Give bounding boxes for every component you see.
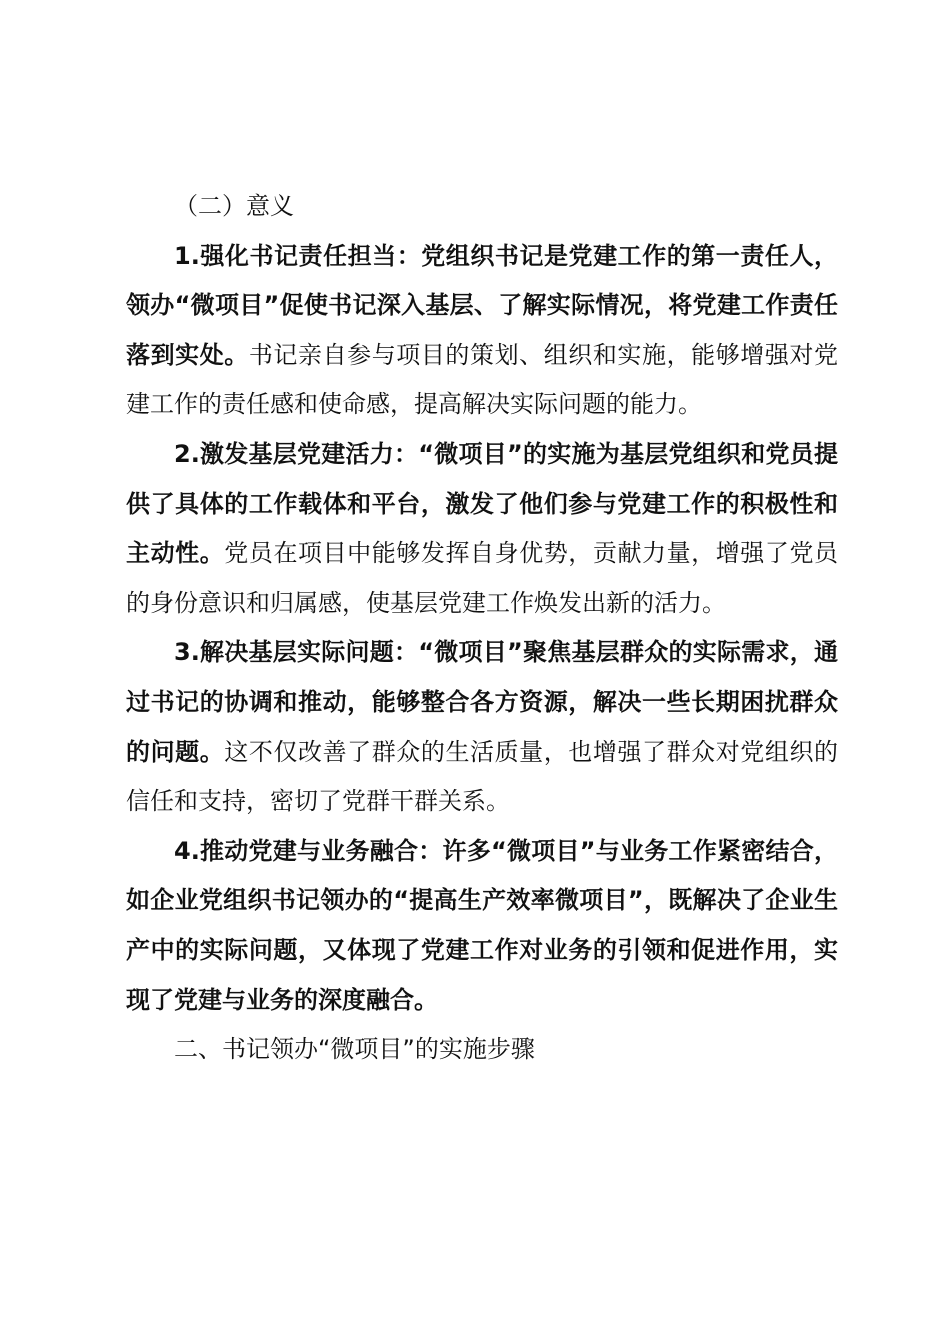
- point-4-bold-text: 4.推动党建与业务融合：许多“微项目”与业务工作紧密结合，如企业党组织书记领办的“提高生产效率微项目”，既解决了企业生产中的实际问题，又体现了党建工作对业务的引领和促进作用，实现了党建与业务的深度融合。: [126, 836, 838, 1014]
- point-2-bold-text: 2.激发基层党建活力：“微项目”的实施为基层党组织和党员提供了具体的工作载体和平台，激发了他们参与党建工作的积极性和主动性。: [126, 439, 838, 568]
- point-3-paragraph: [126, 628, 838, 826]
- point-1-paragraph: [126, 232, 838, 430]
- point-4-paragraph: [126, 827, 838, 1025]
- section-heading: （二）意义: [174, 192, 294, 220]
- next-section-heading: 二、书记领办“微项目”的实施步骤: [174, 1035, 535, 1064]
- point-1-bold-text: 1.强化书记责任担当：党组织书记是党建工作的第一责任人，领办“微项目”促使书记深入基层、了解实际情况，将党建工作责任落到实处。: [126, 241, 838, 369]
- point-2-paragraph: [126, 430, 838, 628]
- point-2-normal-text: 党员在项目中能够发挥自身优势，贡献力量，增强了党员的身份意识和归属感，使基层党建工作焕发出新的活力。: [126, 539, 839, 617]
- document-body: [126, 182, 838, 1075]
- point-1-normal-text: 书记亲自参与项目的策划、组织和实施，能够增强对党建工作的责任感和使命感，提高解决实际问题的能力。: [126, 340, 839, 419]
- point-3-bold-text: 3.解决基层实际问题：“微项目”聚焦基层群众的实际需求，通过书记的协调和推动，能够整合各方资源，解决一些长期困扰群众的问题。: [126, 638, 838, 766]
- point-3-normal-text: 这不仅改善了群众的生活质量，也增强了群众对党组织的信任和支持，密切了党群干群关系。: [126, 737, 839, 816]
